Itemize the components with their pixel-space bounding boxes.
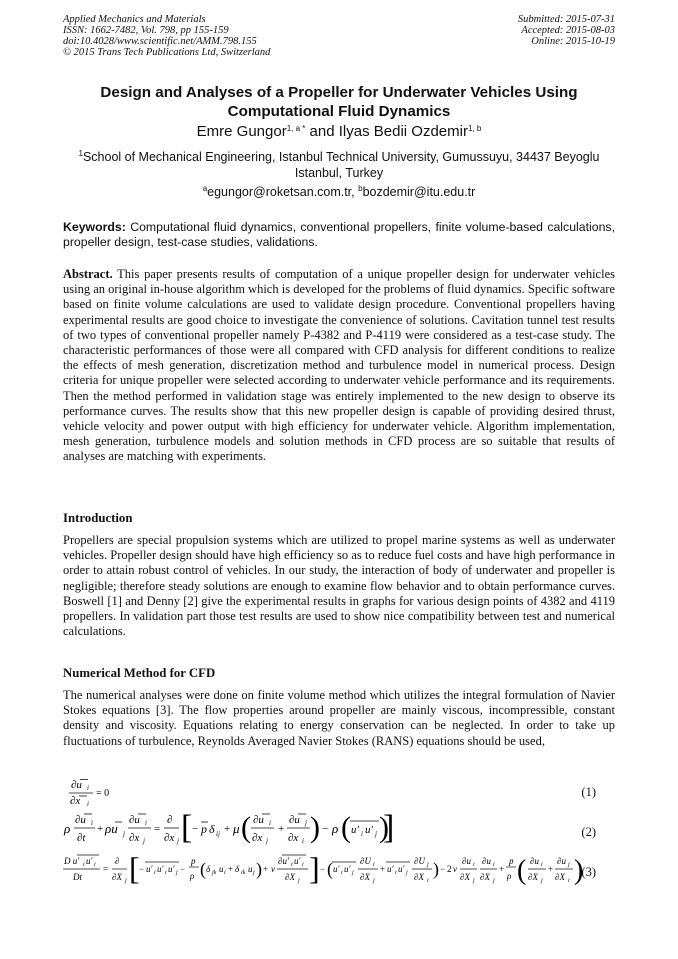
dates-info	[518, 14, 615, 47]
svg-text:i: i	[154, 870, 156, 876]
svg-text:∂u: ∂u	[462, 856, 471, 866]
svg-text:∂U: ∂U	[414, 856, 425, 866]
svg-text:j: j	[375, 830, 377, 838]
paper-title	[63, 83, 615, 121]
svg-text:i: i	[145, 819, 147, 827]
svg-text:ij: ij	[216, 830, 220, 838]
svg-text:δ: δ	[209, 822, 215, 836]
affiliation-text: School of Mechanical Engineering, Istanbul Technical University, Gumussuyu, 34437 Beyoglu Istanbul, Turkey	[82, 150, 600, 180]
svg-text:i: i	[269, 819, 271, 827]
svg-text:i: i	[94, 862, 96, 868]
svg-text:∂u: ∂u	[253, 814, 264, 826]
equation-1	[63, 777, 615, 809]
svg-text:(: (	[341, 811, 351, 844]
svg-text:∂u: ∂u	[289, 814, 300, 826]
svg-text:∂u: ∂u	[71, 779, 82, 791]
svg-text:2: 2	[447, 864, 452, 874]
svg-text:μ: μ	[233, 821, 240, 836]
svg-text:∂u: ∂u	[75, 814, 86, 826]
svg-text:ν: ν	[271, 864, 275, 874]
svg-text:): )	[379, 811, 389, 844]
svg-text:i: i	[493, 862, 495, 868]
svg-text:[: [	[181, 810, 193, 846]
title-line-1: Design and Analyses of a Propeller for Underwater Vehicles Using	[100, 84, 578, 101]
svg-text:u′: u′	[387, 864, 394, 874]
svg-text:): )	[310, 811, 320, 844]
email-b-marker: b	[358, 184, 363, 193]
svg-text:−: −	[320, 864, 326, 874]
abstract-label: Abstract.	[63, 267, 113, 281]
svg-text:j: j	[253, 870, 255, 876]
svg-text:p: p	[509, 856, 514, 866]
svg-text:D u′: D u′	[64, 856, 80, 866]
author-1: Emre Gungor	[196, 123, 287, 140]
svg-text:=: =	[103, 864, 109, 874]
svg-text:∂X: ∂X	[414, 872, 424, 882]
copyright-line: © 2015 Trans Tech Publications Ltd, Switzerland	[63, 47, 271, 58]
svg-text:−: −	[139, 864, 145, 874]
svg-text:ν: ν	[453, 864, 457, 874]
svg-text:u′: u′	[333, 864, 340, 874]
svg-text:u′: u′	[294, 856, 301, 866]
svg-text:+: +	[263, 864, 269, 874]
introduction-heading: Introduction	[63, 511, 133, 525]
svg-text:u′: u′	[344, 864, 351, 874]
svg-text:p: p	[201, 822, 207, 836]
svg-text:i: i	[87, 784, 89, 792]
svg-text:u: u	[219, 864, 224, 874]
svg-text:j: j	[568, 862, 570, 868]
svg-text:∂X: ∂X	[360, 872, 370, 882]
equation-2	[63, 810, 615, 850]
svg-text:∂t: ∂t	[77, 832, 86, 844]
svg-text:−: −	[440, 864, 446, 874]
svg-text:i: i	[291, 862, 293, 868]
svg-text:ik: ik	[241, 870, 246, 876]
svg-text:]: ]	[309, 851, 320, 886]
journal-name: Applied Mechanics and Materials	[63, 14, 206, 25]
keywords-label: Keywords:	[63, 220, 126, 234]
svg-text:= 0: = 0	[96, 788, 110, 799]
svg-text:∂U: ∂U	[360, 856, 371, 866]
svg-text:+: +	[499, 864, 505, 874]
svg-text:∂X: ∂X	[285, 872, 295, 882]
svg-text:∂X: ∂X	[555, 872, 565, 882]
svg-text:ρ: ρ	[190, 871, 195, 881]
svg-text:ρ: ρ	[507, 871, 512, 881]
svg-text:u′: u′	[86, 856, 93, 866]
author-connector: and	[305, 123, 339, 140]
svg-text:i: i	[361, 830, 363, 838]
svg-text:∂X: ∂X	[528, 872, 538, 882]
equation-2-number: (2)	[581, 825, 596, 839]
svg-text:i: i	[83, 862, 85, 868]
svg-text:j: j	[298, 878, 300, 884]
svg-text:u: u	[248, 864, 253, 874]
svg-text:i: i	[473, 862, 475, 868]
svg-text:i: i	[302, 837, 304, 845]
svg-text:i: i	[395, 870, 397, 876]
svg-text:i: i	[302, 862, 304, 868]
svg-text:+: +	[380, 864, 386, 874]
svg-text:[: [	[129, 851, 140, 886]
keywords-section	[63, 220, 615, 250]
email-b: bozdemir@itu.edu.tr	[362, 185, 476, 199]
svg-text:j: j	[123, 830, 125, 838]
svg-text:): )	[256, 859, 262, 879]
svg-text:i: i	[373, 862, 375, 868]
svg-text:∂x: ∂x	[129, 832, 140, 844]
svg-text:j: j	[473, 878, 475, 884]
svg-text:+: +	[548, 864, 554, 874]
svg-text:i: i	[568, 878, 570, 884]
svg-text:∂u′: ∂u′	[278, 856, 289, 866]
issn-line: ISSN: 1662-7482, Vol. 798, pp 155-159	[63, 25, 229, 36]
svg-text:j: j	[125, 878, 127, 884]
svg-text:jk: jk	[212, 870, 217, 876]
svg-text:(: (	[327, 859, 333, 879]
svg-text:]	[383, 810, 393, 846]
author-list	[63, 122, 615, 141]
svg-text:p: p	[191, 856, 196, 866]
svg-text:j: j	[541, 878, 543, 884]
journal-info	[63, 14, 270, 58]
svg-text:Dt: Dt	[73, 872, 82, 882]
svg-text:i: i	[341, 870, 343, 876]
svg-text:∂u: ∂u	[530, 856, 539, 866]
equation-3	[63, 851, 615, 893]
svg-text:∂u: ∂u	[129, 814, 140, 826]
svg-text:+: +	[278, 823, 285, 835]
svg-text:(: (	[241, 811, 251, 844]
svg-text:j: j	[177, 837, 179, 845]
svg-text:j: j	[427, 862, 429, 868]
svg-text:u′: u′	[365, 824, 373, 836]
introduction-text: Propellers are special propulsion systems which are utilized to propel marine systems as well as underwater vehicles. Propeller design should have high efficiency so as to reduce fuel costs and have high performance in order to attain robust control of vehicles. In our study, the interaction of body of underwater and propeller is negligible; therefore steady solutions are enough to examine flow behavior and to obtain performance curves. Boswell [1] and Denny [2] give the experimental results in graphs for various design points of 4382 and 4119 propellers. In validation part those test results are used to show nice compatibility between test and numerical calculations.	[63, 533, 615, 639]
svg-text:j: j	[266, 837, 268, 845]
email-list	[63, 184, 615, 200]
svg-text:j: j	[373, 878, 375, 884]
online-date: Online: 2015-10-19	[531, 36, 615, 47]
accepted-date: Accepted: 2015-08-03	[521, 25, 615, 36]
abstract-text: This paper presents results of computation of a unique propeller design for underwater vehicles using an original in-house algorithm which is developed for the problems of fluid dynamics. Specific software based on finite volume calculations are used to validate design procedure. Conventional propellers having experimental results are good choice to investigate the convenience of solutions. Cavitation tunnel test results of two types of conventional propeller namely P-4382 and P-4119 were considered as a test-case study. The characteristic performances of those were all compared with CFD analysis for different conditions to realize the effects of mesh generation, discretization method and turbulence model in numerical process. Design criteria for unique propeller were selected according to underwater vehicle performance and its requirements. Then the method performed in validation stage was entirely implemented to the new design to observe its performance curves. The results show that this new propeller design is capable of providing desired thrust, vehicle velocity and power output with high efficiency for underwater vehicle. Algorithm implementation, mesh generation, turbulence models and solution methods in CFD process are so suitable that results of analyses are matching with experiments.	[63, 267, 615, 464]
abstract-section	[63, 267, 615, 465]
svg-text:(: (	[517, 855, 527, 886]
equation-3-formula	[63, 851, 533, 893]
svg-text:i: i	[165, 870, 167, 876]
svg-text:∂X: ∂X	[480, 872, 490, 882]
svg-text:−: −	[192, 823, 199, 835]
svg-text:i: i	[224, 870, 226, 876]
author-1-marker: 1, a *	[286, 124, 306, 133]
svg-text:∂x: ∂x	[252, 832, 263, 844]
svg-text:−: −	[322, 823, 329, 835]
equation-1-formula	[63, 777, 183, 809]
svg-text:∂: ∂	[167, 814, 173, 826]
svg-text:i: i	[87, 800, 89, 808]
author-2: Ilyas Bedii Ozdemir	[338, 123, 468, 140]
svg-text:∂x: ∂x	[288, 832, 299, 844]
svg-text:u′: u′	[146, 864, 153, 874]
svg-text:∂x: ∂x	[70, 795, 81, 807]
svg-text:δ: δ	[206, 864, 211, 874]
svg-text:−: −	[180, 864, 186, 874]
svg-text:ρu: ρu	[105, 821, 118, 836]
svg-text:∂: ∂	[115, 856, 120, 866]
svg-text:j: j	[493, 878, 495, 884]
svg-text:u′: u′	[157, 864, 164, 874]
numerical-method-heading: Numerical Method for CFD	[63, 666, 216, 680]
email-a-marker: a	[202, 184, 208, 193]
svg-text:δ: δ	[235, 864, 240, 874]
svg-text:i: i	[427, 878, 429, 884]
svg-text:i: i	[91, 819, 93, 827]
keywords-text: Computational fluid dynamics, conventional propellers, finite volume-based calculations, propeller design, test-case studies, validations.	[63, 220, 615, 249]
author-2-marker: 1, b	[467, 124, 482, 133]
submitted-date: Submitted: 2015-07-31	[517, 14, 615, 25]
svg-text:): )	[574, 855, 584, 886]
svg-text:(: (	[200, 859, 206, 879]
svg-text:∂x: ∂x	[164, 832, 175, 844]
svg-text:ρ: ρ	[64, 821, 71, 836]
svg-text:+: +	[228, 864, 234, 874]
svg-text:j: j	[305, 819, 307, 827]
svg-text:j: j	[352, 870, 354, 876]
equation-1-number: (1)	[581, 785, 596, 799]
email-a: egungor@roketsan.com.tr,	[207, 185, 359, 199]
svg-text:j: j	[406, 870, 408, 876]
title-line-2: Computational Fluid Dynamics	[227, 103, 451, 120]
affiliation-marker: 1	[78, 149, 83, 158]
svg-text:+: +	[97, 823, 104, 835]
equation-2-formula	[63, 810, 393, 850]
svg-text:i: i	[541, 862, 543, 868]
svg-text:u′: u′	[351, 824, 359, 836]
svg-text:u′: u′	[398, 864, 405, 874]
doi-line: doi:10.4028/www.scientific.net/AMM.798.155	[63, 36, 257, 47]
numerical-method-text: The numerical analyses were done on finite volume method which utilizes the integral formulation of Navier Stokes equations [3]. The flow properties around propeller are mainly viscous, incompressible, constant density and viscosity. Equations relating to energy conservation can be neglected. In order to take up fluctuations of turbulence, Reynolds Averaged Navier Stokes (RANS) equations should be used,	[63, 688, 615, 748]
svg-text:∂X: ∂X	[460, 872, 470, 882]
svg-text:u′: u′	[168, 864, 175, 874]
svg-text:∂u: ∂u	[482, 856, 491, 866]
svg-text:+: +	[224, 823, 231, 835]
svg-text:): )	[433, 859, 439, 879]
svg-text:j: j	[143, 837, 145, 845]
svg-text:ρ: ρ	[332, 821, 339, 836]
svg-text:=: =	[154, 823, 161, 835]
affiliation	[63, 149, 615, 181]
svg-text:∂u: ∂u	[557, 856, 566, 866]
svg-text:j: j	[176, 870, 178, 876]
equation-3-number: (3)	[581, 865, 596, 879]
svg-text:∂X: ∂X	[112, 872, 122, 882]
